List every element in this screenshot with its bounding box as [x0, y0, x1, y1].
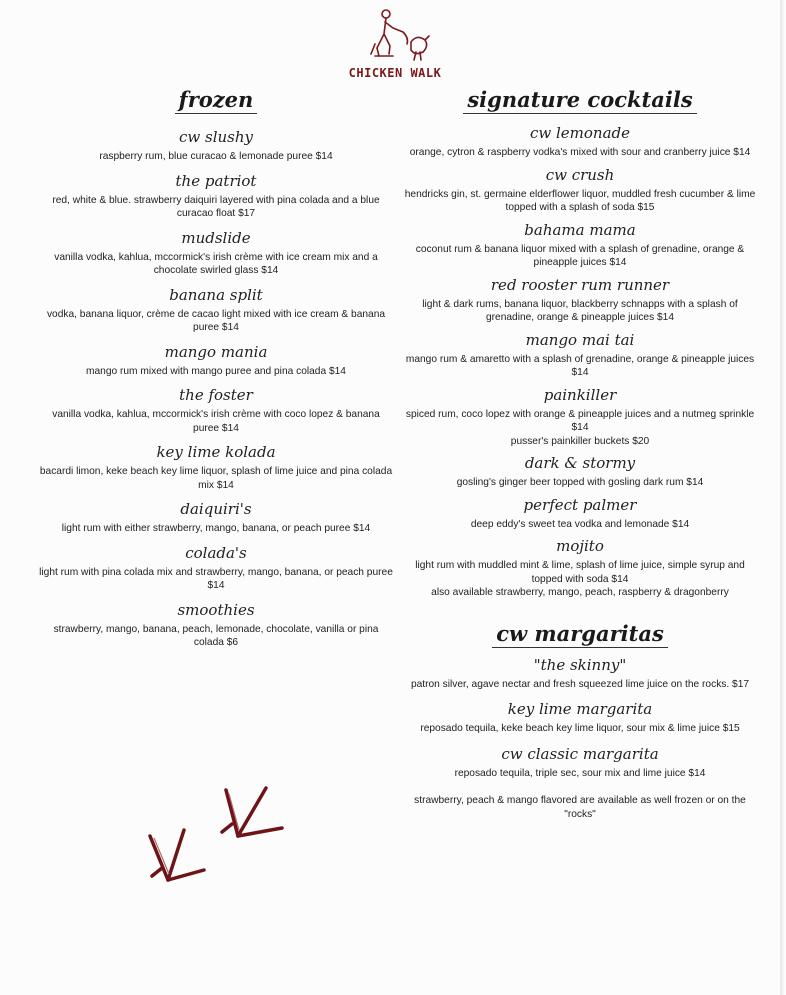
- menu-item-description: raspberry rum, blue curacao & lemonade puree $14: [99, 151, 333, 162]
- menu-item-name: cw classic margarita: [501, 744, 659, 763]
- menu-item-name: colada's: [185, 543, 247, 562]
- menu-item-extra: pusser's painkiller buckets $20: [510, 435, 650, 447]
- menu-item-name: banana split: [169, 285, 263, 304]
- menu-item-name: cw slushy: [179, 128, 253, 146]
- chicken-walk-logo-icon: [353, 4, 437, 68]
- menu-item-name: painkiller: [543, 385, 617, 404]
- menu-item-name: perfect palmer: [523, 495, 637, 514]
- menu-item-description: reposado tequila, keke beach key lime liquor, sour mix & lime juice $15: [420, 723, 740, 734]
- menu-item: [38, 343, 394, 379]
- menu-item: [404, 700, 756, 736]
- menu-item: [38, 229, 394, 278]
- menu-item-description: reposado tequila, triple sec, sour mix and lime juice $14: [454, 767, 706, 779]
- menu-item-description: red, white & blue. strawberry daiquiri layered with pina colada and a blue curacao float $17: [52, 194, 380, 219]
- frozen-section: [38, 88, 394, 650]
- menu-item-description: hendricks gin, st. germaine elderflower liquor, muddled fresh cucumber & lime topped with a splash of soda $15: [404, 188, 756, 213]
- menu-item-name: mudslide: [181, 228, 251, 247]
- menu-item-description: light rum with either strawberry, mango, banana, or peach puree $14: [61, 523, 371, 534]
- page-edge-shadow: [780, 0, 786, 995]
- menu-item-name: cw lemonade: [529, 124, 631, 142]
- signature-list: [404, 124, 756, 600]
- menu-item: [38, 128, 394, 164]
- menu-item-name: daiquiri's: [180, 500, 252, 518]
- menu-item-name: dark & stormy: [524, 454, 636, 472]
- menu-item-description: light & dark rums, banana liquor, blackberry schnapps with a splash of grenadine, orange & pineapple juices $14: [422, 298, 738, 323]
- menu-item: [404, 331, 756, 380]
- signature-section: [404, 88, 756, 821]
- margaritas-note: strawberry, peach & mango flavored are available as well frozen or on the "rocks": [414, 795, 746, 820]
- menu-item: [38, 500, 394, 536]
- chicken-feet-icon: [138, 780, 298, 890]
- menu-item: [38, 443, 394, 492]
- menu-item-name: smoothies: [177, 600, 255, 619]
- menu-item-description: light rum with pina colada mix and strawberry, mango, banana, or peach puree $14: [39, 566, 393, 591]
- menu-item-name: mango mania: [164, 342, 268, 361]
- menu-item-name: mojito: [556, 537, 604, 555]
- menu-item: [38, 172, 394, 221]
- menu-item-description: light rum with muddled mint & lime, splash of lime juice, simple syrup and topped with soda $14: [415, 560, 745, 585]
- margaritas-section: [404, 622, 756, 822]
- margaritas-title: cw margaritas: [492, 622, 668, 648]
- menu-item-description: patron silver, agave nectar and fresh squeezed lime juice on the rocks. $17: [410, 678, 750, 690]
- menu-item: [38, 601, 394, 650]
- signature-title: signature cocktails: [463, 88, 696, 114]
- logo-text: CHICKEN WALK: [348, 66, 442, 80]
- menu-item-name: the patriot: [175, 171, 257, 190]
- frozen-title: frozen: [175, 88, 258, 114]
- menu-item-description: vanilla vodka, kahlua, mccormick's irish crème with coco lopez & banana puree $14: [52, 409, 380, 434]
- chicken-walk-logo: [330, 4, 460, 86]
- menu-item-extra: also available strawberry, mango, peach, raspberry & dragonberry: [431, 587, 729, 598]
- menu-item: [404, 221, 756, 270]
- menu-item: [404, 166, 756, 215]
- menu-item: [404, 656, 756, 692]
- menu-item: [38, 286, 394, 335]
- menu-item-name: "the skinny": [533, 655, 627, 674]
- menu-item: [404, 745, 756, 781]
- menu-item-description: coconut rum & banana liquor mixed with a splash of grenadine, orange & pineapple juices $14: [415, 243, 745, 268]
- menu-item: [404, 496, 756, 532]
- menu-item-description: deep eddy's sweet tea vodka and lemonade $14: [470, 518, 690, 530]
- menu-item-description: gosling's ginger beer topped with gosling dark rum $14: [456, 477, 704, 488]
- menu-item-name: red rooster rum runner: [490, 275, 670, 294]
- margarita-list: [404, 656, 756, 781]
- menu-item-description: strawberry, mango, banana, peach, lemonade, chocolate, vanilla or pina colada $6: [53, 623, 379, 648]
- menu-item: [404, 124, 756, 160]
- menu-item: [38, 386, 394, 435]
- menu-item-name: key lime margarita: [507, 700, 653, 718]
- menu-item: [404, 537, 756, 600]
- menu-item-description: vodka, banana liquor, crème de cacao light mixed with ice cream & banana puree $14: [46, 308, 386, 333]
- menu-item-name: bahama mama: [524, 220, 636, 239]
- menu-item-description: bacardi limon, keke beach key lime liquor, splash of lime juice and pina colada mix $14: [39, 466, 393, 491]
- menu-item-description: mango rum mixed with mango puree and pina colada $14: [86, 365, 346, 377]
- menu-item-name: mango mai tai: [525, 330, 635, 349]
- menu-item: [404, 386, 756, 449]
- menu-item-description: vanilla vodka, kahlua, mccormick's irish crème with ice cream mix and a chocolate swirled glass $14: [54, 251, 378, 276]
- frozen-list: [38, 128, 394, 650]
- menu-item-name: the foster: [179, 386, 253, 404]
- menu-item-description: orange, cytron & raspberry vodka's mixed with sour and cranberry juice $14: [409, 147, 751, 158]
- menu-item: [38, 544, 394, 593]
- menu-item-name: key lime kolada: [156, 443, 276, 461]
- menu-item: [404, 454, 756, 490]
- menu-item-description: spiced rum, coco lopez with orange & pineapple juices and a nutmeg sprinkle $14: [405, 408, 755, 433]
- menu-item: [404, 276, 756, 325]
- menu-item-description: mango rum & amaretto with a splash of grenadine, orange & pineapple juices $14: [405, 353, 755, 378]
- menu-item-name: cw crush: [545, 165, 615, 184]
